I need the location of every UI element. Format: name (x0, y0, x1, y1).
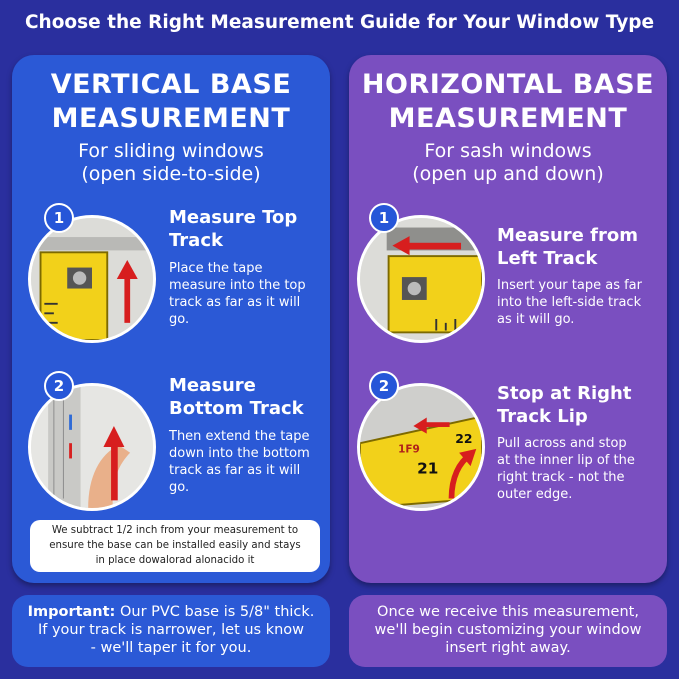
step-title-line2: Track (169, 230, 223, 251)
step-title-line2: Left Track (497, 248, 598, 269)
panel-subtitle-line1: For sliding windows (78, 140, 264, 162)
step-title-line2: Track Lip (497, 406, 588, 427)
top-track-photo (28, 215, 156, 343)
footer-line (12, 603, 330, 621)
step-number-badge: 2 (369, 371, 399, 401)
footer-line: If your track is narrower, let us know (37, 622, 305, 638)
bottom-track-illustration (31, 386, 153, 508)
footer-line: Once we receive this measurement, (377, 604, 639, 620)
note-line: in place dowalorad alonacido it (95, 555, 255, 566)
step-text-line: outer edge. (497, 487, 573, 502)
deduction-note (30, 520, 320, 572)
footer-line: - we'll taper it for you. (90, 640, 252, 656)
note-line: We subtract 1/2 inch from your measurement to (51, 525, 299, 536)
step-text-line: track as far as it will (169, 463, 301, 478)
step-number-badge: 1 (44, 203, 74, 233)
step-text-line: Then extend the tape (169, 429, 310, 444)
footer-line: insert right away. (445, 640, 571, 656)
step-text-line: Place the tape (169, 261, 263, 276)
panel-subtitle-line2: (open up and down) (412, 163, 604, 185)
step-text-line: measure into the top (169, 278, 306, 293)
top-track-illustration (31, 218, 153, 340)
step-text-line: go. (169, 312, 190, 327)
note-line: ensure the base can be installed easily and stays (49, 540, 301, 551)
important-label: Important: (27, 604, 116, 620)
tape-mark: 22 (455, 431, 473, 447)
vertical-base-panel (12, 55, 330, 583)
left-track-photo (357, 215, 485, 343)
bottom-track-photo (28, 383, 156, 511)
tape-mark: 21 (417, 459, 439, 478)
panel-title-line1: HORIZONTAL BASE (361, 69, 655, 100)
step-title-line2: Bottom Track (169, 398, 304, 419)
footer-text: Our PVC base is 5/8" thick. (115, 604, 315, 620)
step-text-line: Insert your tape as far (497, 278, 642, 293)
footer-line: we'll begin customizing your window (374, 622, 642, 638)
customization-note-box (349, 595, 667, 667)
tape-mark: 0 (365, 487, 375, 503)
step-text-line: down into the bottom (169, 446, 310, 461)
left-track-illustration (360, 218, 482, 340)
panel-title-line2: MEASUREMENT (388, 103, 628, 134)
panel-title-line1: VERTICAL BASE (50, 69, 292, 100)
step-text-line: go. (169, 480, 190, 495)
step-number-badge: 2 (44, 371, 74, 401)
important-note-box (12, 595, 330, 667)
panel-title-line2: MEASUREMENT (51, 103, 291, 134)
page-headline: Choose the Right Measurement Guide for Your Window Type (24, 12, 655, 33)
step-title-line1: Measure from (497, 225, 638, 246)
step-text-line: as it will go. (497, 312, 575, 327)
step-text-line: into the left-side track (497, 295, 642, 310)
step-text-line: Pull across and stop (497, 436, 627, 451)
right-track-lip-illustration (360, 386, 482, 508)
step-text-line: track as far as it will (169, 295, 301, 310)
right-track-lip-photo (357, 383, 485, 511)
panel-subtitle-line1: For sash windows (424, 140, 592, 162)
step-text-line: at the inner lip of the (497, 453, 635, 468)
horizontal-base-panel (349, 55, 667, 583)
step-title-line1: Measure Top (169, 207, 298, 228)
step-title-line1: Measure (169, 375, 256, 396)
step-text-line: right track - not the (497, 470, 625, 485)
tape-mark: 1F9 (398, 443, 420, 456)
panel-subtitle-line2: (open side-to-side) (81, 163, 261, 185)
step-title-line1: Stop at Right (497, 383, 632, 404)
step-number-badge: 1 (369, 203, 399, 233)
